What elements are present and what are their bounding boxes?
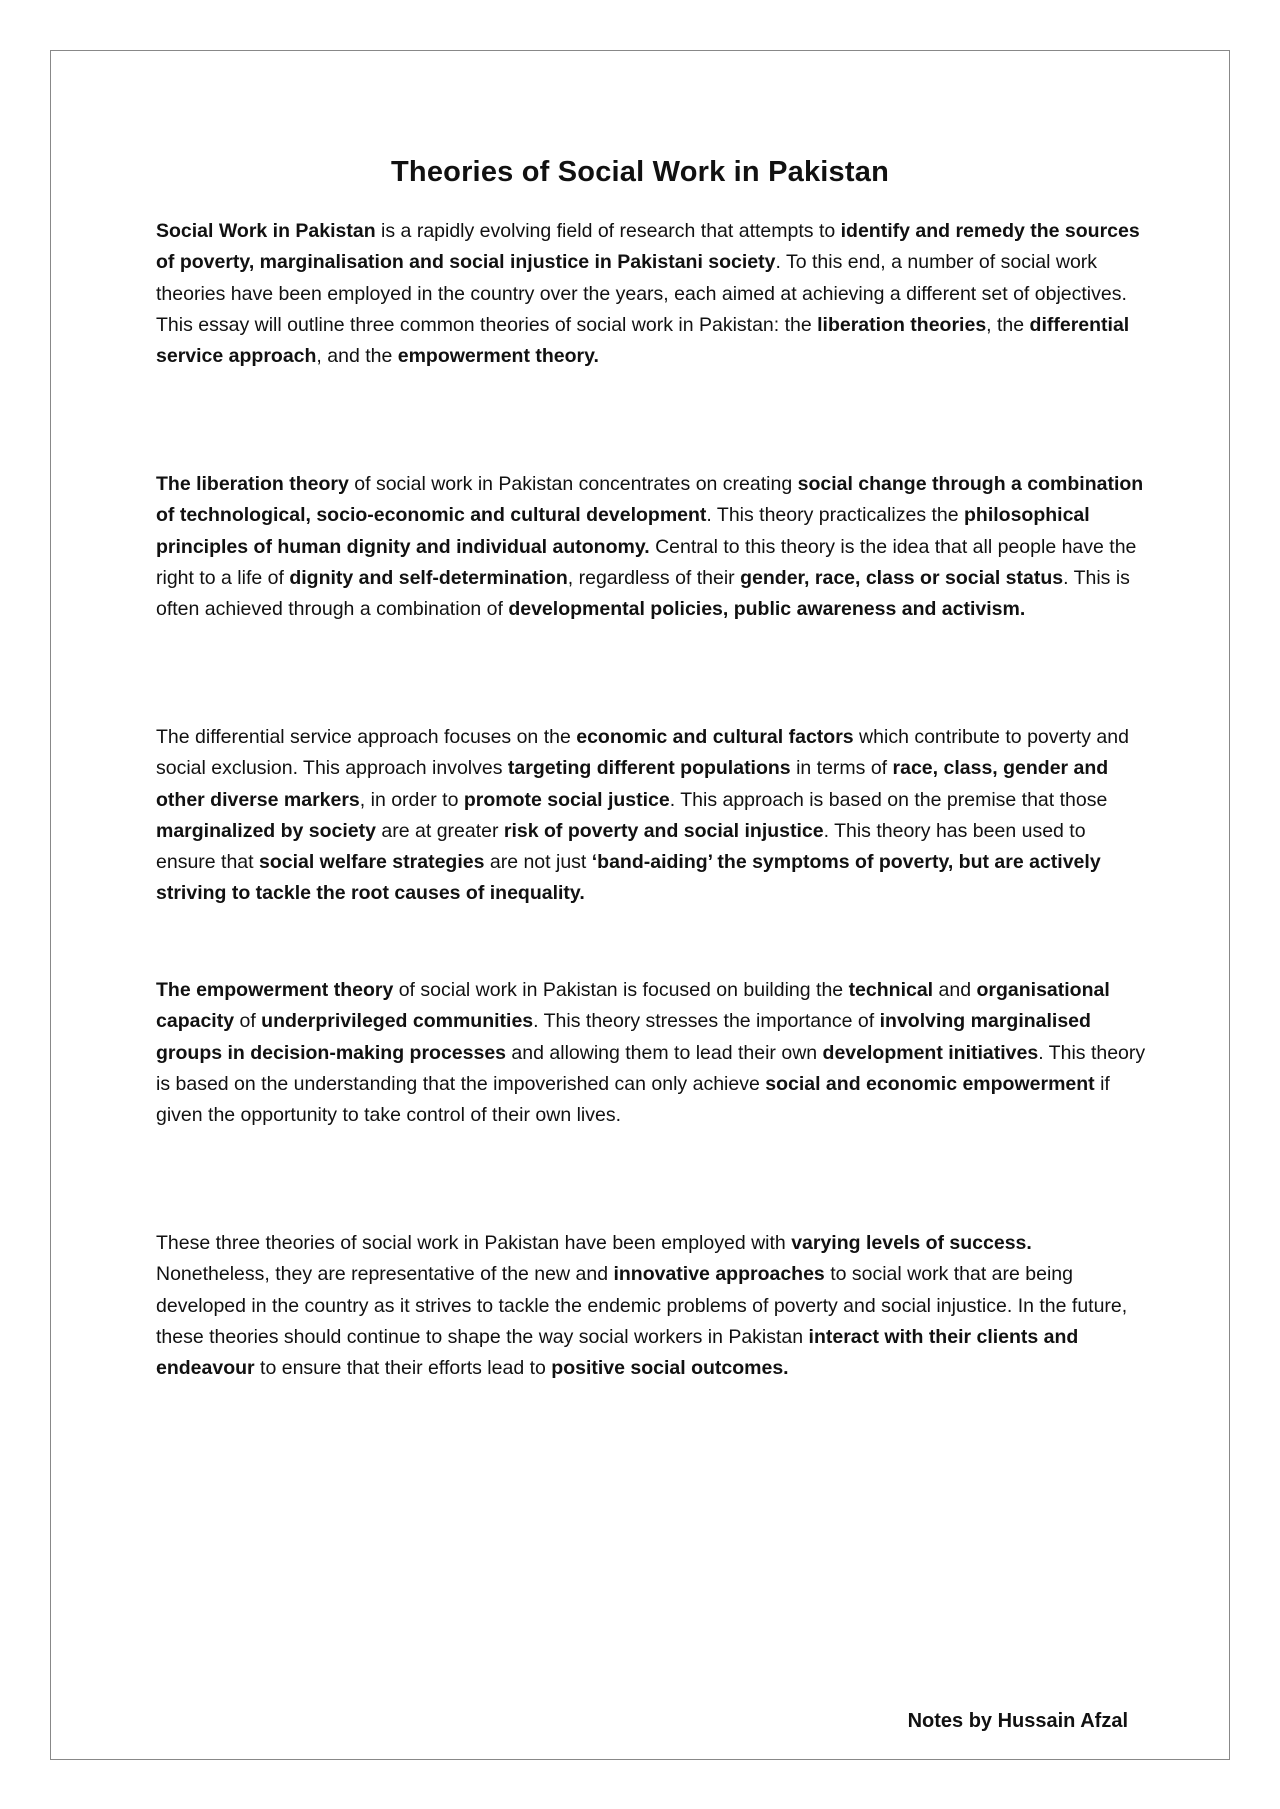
text-run: . This theory has been used to ensure that <box>156 819 1086 874</box>
text-run: . This approach is based on the premise that those <box>669 788 1108 811</box>
bold-text-run: involving marginalised groups in decision-making processes <box>156 1010 1091 1064</box>
text-run: are not just <box>484 851 592 874</box>
text-run: Nonetheless, they are representative of the new and <box>156 1263 614 1286</box>
bold-text-run: technical <box>848 979 934 1001</box>
bold-text-run: interact with their clients and endeavour <box>156 1325 1079 1380</box>
text-run: in terms of <box>790 757 893 780</box>
text-run: of social work in Pakistan concentrates on creating <box>348 473 798 495</box>
text-run: , the <box>986 313 1030 336</box>
text-run: and <box>933 979 977 1001</box>
bold-text-run: ‘band-aiding’ the symptoms of poverty, but are actively striving to tackle the root causes of inequality. <box>156 851 1101 905</box>
text-run: , regardless of their <box>567 566 741 589</box>
text-run: These three theories of social work in Pakistan have been employed with <box>156 1232 792 1254</box>
text-run: to ensure that their efforts lead to <box>254 1357 552 1380</box>
bold-text-run: promote social justice <box>463 788 670 811</box>
bold-text-run: social and economic empowerment <box>765 1072 1095 1095</box>
bold-text-run: philosophical principles of human dignity and individual autonomy. <box>156 504 1090 558</box>
text-run: . To this end, a number of social work theories have been employed in the country over the years, each aimed at achieving a different set of objectives. This essay will outline three common theories of social work in Pakistan: the <box>156 251 1127 336</box>
text-run: Central to this theory is the idea that all people have the right to a life of <box>156 535 1137 589</box>
page-title: Theories of Social Work in Pakistan <box>391 156 889 188</box>
bold-text-run: marginalized by society <box>156 819 376 842</box>
text-run: and allowing them to lead their own <box>506 1041 823 1064</box>
text-run: . This theory practicalizes the <box>706 504 965 527</box>
text-run: . This theory is based on the understanding that the impoverished can only achieve <box>156 1041 1146 1095</box>
bold-text-run: underprivileged communities <box>261 1010 534 1033</box>
bold-text-run: Social Work in Pakistan <box>156 220 376 242</box>
intro-paragraph <box>156 216 1146 372</box>
bold-text-run: organisational capacity <box>156 979 1110 1033</box>
bold-text-run: developmental policies, public awareness and activism. <box>508 598 1026 621</box>
bold-text-run: The liberation theory <box>156 473 349 495</box>
text-run: , in order to <box>359 788 464 811</box>
differential-service-paragraph <box>156 722 1146 910</box>
bold-text-run: race, class, gender and other diverse markers <box>156 757 1109 811</box>
bold-text-run: gender, race, class or social status <box>740 566 1064 589</box>
bold-text-run: positive social outcomes. <box>551 1357 789 1380</box>
text-run: of <box>234 1010 262 1033</box>
bold-text-run: liberation theories <box>817 313 987 336</box>
bold-text-run: development initiatives <box>822 1041 1039 1064</box>
bold-text-run: differential service approach <box>156 313 1130 368</box>
bold-text-run: varying levels of success. <box>791 1232 1032 1254</box>
bold-text-run: empowerment theory. <box>397 345 599 368</box>
bold-text-run: The empowerment theory <box>156 979 394 1001</box>
bold-text-run: social change through a combination of technological, socio-economic and cultural development <box>156 473 1144 527</box>
liberation-theory-paragraph <box>156 469 1146 625</box>
bold-text-run: risk of poverty and social injustice <box>503 819 824 842</box>
bold-text-run: economic and cultural factors <box>576 726 854 748</box>
text-run: . This is often achieved through a combination of <box>156 566 1130 621</box>
text-run: , and the <box>316 345 398 368</box>
text-run: of social work in Pakistan is focused on building the <box>393 979 849 1001</box>
text-run: is a rapidly evolving field of research that attempts to <box>375 220 841 242</box>
text-run: which contribute to poverty and social exclusion. This approach involves <box>156 726 1129 780</box>
text-run: are at greater <box>376 819 504 842</box>
bold-text-run: innovative approaches <box>613 1263 825 1286</box>
text-run: if given the opportunity to take control of their own lives. <box>156 1072 1110 1127</box>
empowerment-theory-paragraph <box>156 975 1146 1131</box>
text-run: to social work that are being developed in the country as it strives to tackle the endemic problems of poverty and social injustice. In the future, these theories should continue to shape the way social workers in Pakistan <box>156 1263 1128 1348</box>
bold-text-run: targeting different populations <box>507 757 791 780</box>
bold-text-run: social welfare strategies <box>258 851 485 874</box>
bold-text-run: identify and remedy the sources of poverty, marginalisation and social injustice in Pakistani society <box>156 220 1140 274</box>
text-run: . This theory stresses the importance of <box>533 1010 880 1033</box>
text-run: The differential service approach focuses on the <box>156 726 577 748</box>
conclusion-paragraph <box>156 1228 1146 1384</box>
author-credit: Notes by Hussain Afzal <box>907 1710 1128 1732</box>
bold-text-run: dignity and self-determination <box>289 566 568 589</box>
